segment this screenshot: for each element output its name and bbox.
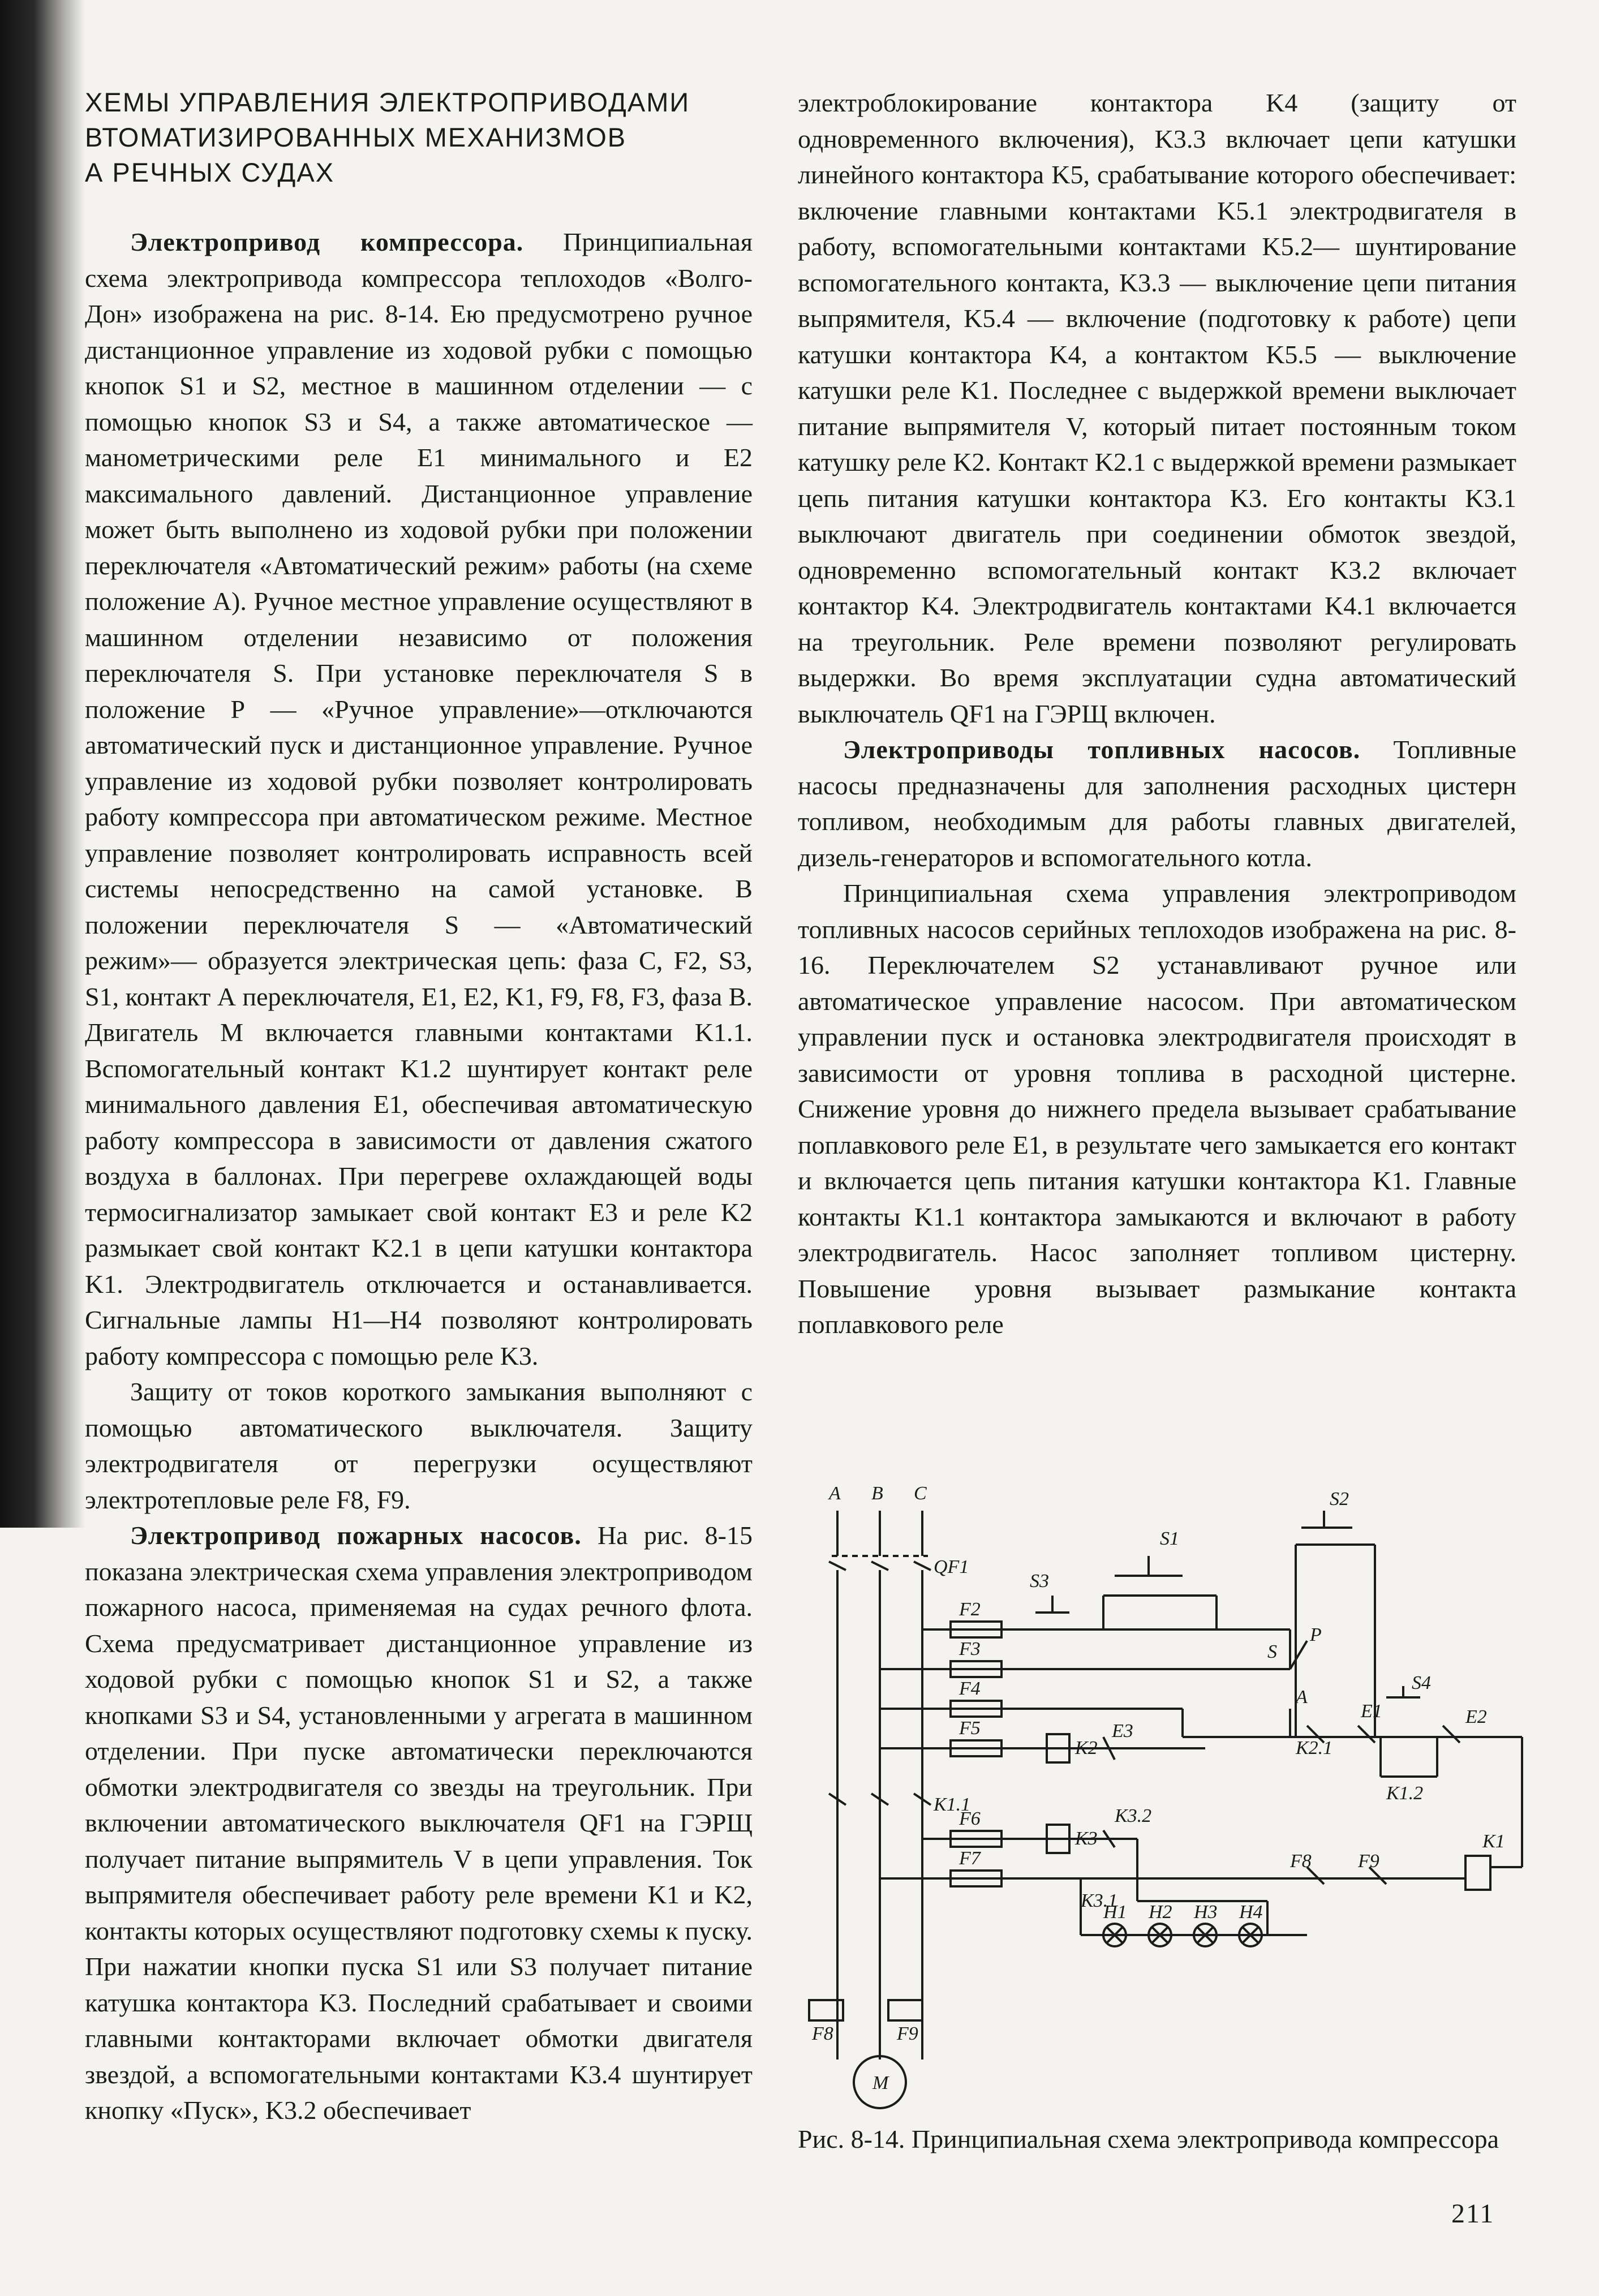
label-a: A: [1296, 1687, 1308, 1708]
paragraph-text: Защиту от токов короткого замыкания выполняют с помощью автоматического выключателя. Защиту электродвигателя от перегрузки осуществляют электротепловые реле F8, F9.: [85, 1377, 753, 1514]
paragraph-fuel-pump-control: [798, 875, 1516, 1343]
paragraph-fuel-pumps: [798, 732, 1516, 875]
run-in-heading: Электроприводы топливных насосов.: [843, 735, 1361, 764]
paragraph-fire-pumps-continued: [798, 85, 1516, 732]
label-s2: S2: [1330, 1489, 1349, 1510]
label-k31: K3.1: [1081, 1890, 1118, 1911]
paragraph-text: Принципиальная схема электропривода компрессора теплоходов «Волго-Дон» изображена на рис. 8-14. Ею предусмотрено ручное дистанционное управление из ходовой рубки с помощью кнопок S1 и S2, местное в машинном отделении — с помощью кнопок S3 и S4, а также автоматическое — манометрическими реле E1 минимального и E2 максимального давлений. Дистанционное управление может быть выполнено из ходовой рубки при положении переключателя «Автоматический режим» работы (на схеме положение А). Ручное местное управление осуществляют в машинном отделении независимо от положения переключателя S. При установке переключателя S в положение Р — «Ручное управление»—отключаются автоматический пуск и дистанционное управление. Ручное управление из ходовой рубки позволяет контролировать работу компрессора при автоматическом режиме. Местное управление позволяет контролировать исправность всей системы непосредственно на самой установке. В положении переключателя S — «Автоматический режим»— образуется электрическая цепь: фаза С, F2, S3, S1, контакт А переключателя, E1, E2, K1, F9, F8, F3, фаза В. Двигатель М включается главными контактами K1.1. Вспомогательный контакт K1.2 шунтирует контакт реле минимального давления E1, обеспечивая автоматическую работу компрессора в зависимости от давления сжатого воздуха в баллонах. При перегреве охлаждающей воды термосигнализатор замыкает свой контакт E3 и реле K2 размыкает свой контакт K2.1 в цепи катушки контактора K1. Электродвигатель отключается и останавливается. Сигнальные лампы H1—H4 позволяют контролировать работу компрессора с помощью реле K3.: [85, 227, 753, 1370]
label-k32: K3.2: [1115, 1805, 1152, 1826]
label-k1: K1: [1482, 1831, 1505, 1852]
scan-edge-shadow: [0, 0, 85, 1528]
figure-compressor-circuit: [798, 1471, 1533, 2110]
label-h4: H4: [1239, 1902, 1263, 1923]
paragraph-text: электроблокирование контактора K4 (защиту от одновременного включения), K3.3 включает цепи катушки линейного контактора K5, срабатывание которого обеспечивает: включение главными контактами K5.1 электродвигателя в работу, вспомогательными контактами K5.2— шунтирование вспомогательного контакта, K3.3 — выключение цепи питания выпрямителя, K5.4 — включение (подготовку к работе) цепи катушки контактора K4, а контактом K5.5 — выключение катушки реле K1. Последнее с выдержкой времени выключает питание выпрямителя V, который питает постоянным током катушку реле K2. Контакт K2.1 с выдержкой времени размыкает цепь питания катушки контактора K3. Его контакты K3.1 выключают двигатель при соединении обмоток звездой, одновременно вспомогательный контакт K3.2 включает контактор K4. Электродвигатель контактами K4.1 включается на треугольник. Реле времени позволяют регулировать выдержки. Во время эксплуатации судна автоматический выключатель QF1 на ГЭРЩ включен.: [798, 88, 1516, 728]
label-phase-c: C: [914, 1483, 927, 1504]
label-f7: F7: [959, 1848, 981, 1869]
label-p: P: [1310, 1624, 1322, 1645]
label-k12: K1.2: [1386, 1783, 1424, 1804]
label-s: S: [1267, 1641, 1277, 1662]
label-k3: K3: [1075, 1828, 1098, 1849]
label-k21: K2.1: [1296, 1738, 1333, 1758]
paragraph-short-circuit-protection: [85, 1374, 753, 1517]
section-title-line-2: ВТОМАТИЗИРОВАННЫХ МЕХАНИЗМОВ: [85, 122, 627, 152]
label-e1: E1: [1361, 1701, 1382, 1722]
label-f3: F3: [959, 1639, 981, 1659]
run-in-heading: Электропривод компрессора.: [130, 227, 524, 256]
label-h3: H3: [1194, 1902, 1218, 1923]
label-k2: K2: [1075, 1738, 1098, 1758]
label-phase-b: B: [871, 1483, 883, 1504]
label-phase-a: A: [829, 1483, 841, 1504]
right-column: [798, 85, 1516, 1343]
label-s3: S3: [1030, 1571, 1049, 1592]
label-motor: M: [872, 2073, 889, 2093]
label-k11: K1.1: [934, 1794, 971, 1815]
label-h2: H2: [1149, 1902, 1172, 1923]
label-f6: F6: [959, 1808, 981, 1829]
page-number: 211: [1451, 2199, 1495, 2229]
left-column: [85, 34, 753, 2129]
label-f4: F4: [959, 1678, 981, 1699]
run-in-heading: Электропривод пожарных насосов.: [130, 1521, 582, 1550]
paragraph-compressor-drive: [85, 224, 753, 1374]
label-h1: H1: [1103, 1902, 1127, 1923]
section-title-line-1: ХЕМЫ УПРАВЛЕНИЯ ЭЛЕКТРОПРИВОДАМИ: [85, 87, 690, 117]
paragraph-fire-pumps: [85, 1517, 753, 2129]
label-f5: F5: [959, 1718, 981, 1739]
label-f9-relay: F9: [897, 2023, 918, 2044]
label-e3: E3: [1112, 1721, 1133, 1742]
label-f9: F9: [1358, 1851, 1379, 1872]
label-qf1: QF1: [934, 1557, 969, 1577]
paragraph-text: Принципиальная схема управления электроприводом топливных насосов серийных теплоходов изображена на рис. 8-16. Переключателем S2 устанавливают ручное или автоматическое управление насосом. При автоматическом управлении пуск и остановка электродвигателя происходят в зависимости от уровня топлива в расходной цистерне. Снижение уровня до нижнего предела вызывает срабатывание поплавкового реле E1, в результате чего замыкается его контакт и включается цепь питания катушки контактора K1. Главные контакты K1.1 контактора замыкаются и включают в работу электродвигатель. Насос заполняет топливом цистерну. Повышение уровня вызывает размыкание контакта поплавкового реле: [798, 879, 1516, 1339]
label-s4: S4: [1412, 1672, 1431, 1693]
label-e2: E2: [1465, 1706, 1487, 1727]
paragraph-text: Топливные насосы предназначены для заполнения расходных цистерн топливом, необходимым для работы главных двигателей, дизель-генераторов и вспомогательного котла.: [798, 735, 1516, 872]
figure-caption: Рис. 8-14. Принципиальная схема электропривода компрессора: [798, 2125, 1499, 2153]
section-title: [85, 85, 753, 190]
circuit-diagram: [798, 1471, 1533, 2110]
label-f8-relay: F8: [812, 2023, 833, 2044]
label-f2: F2: [959, 1599, 981, 1620]
paragraph-text: На рис. 8-15 показана электрическая схема управления электроприводом пожарного насоса, применяемая на судах речного флота. Схема предусматривает дистанционное управление из ходовой рубки с помощью кнопок S1 и S2, а также кнопками S3 и S4, установленными у агрегата в машинном отделении. При пуске автоматически переключаются обмотки электродвигателя со звезды на треугольник. При включении автоматического выключателя QF1 на ГЭРЩ получает питание выпрямитель V в цепи управления. Ток выпрямителя обеспечивает работу реле времени K1 и K2, контакты которых осуществляют подготовку схемы к пуску. При нажатии кнопки пуска S1 или S3 получает питание катушка контактора K3. Последний срабатывает и своими главными контакторами включает обмотки двигателя звездой, а вспомогательными контактами K3.4 шунтирует кнопку «Пуск», K3.2 обеспечивает: [85, 1521, 753, 2125]
section-title-line-3: А РЕЧНЫХ СУДАХ: [85, 157, 335, 187]
label-s1: S1: [1160, 1528, 1179, 1549]
label-f8: F8: [1290, 1851, 1312, 1872]
